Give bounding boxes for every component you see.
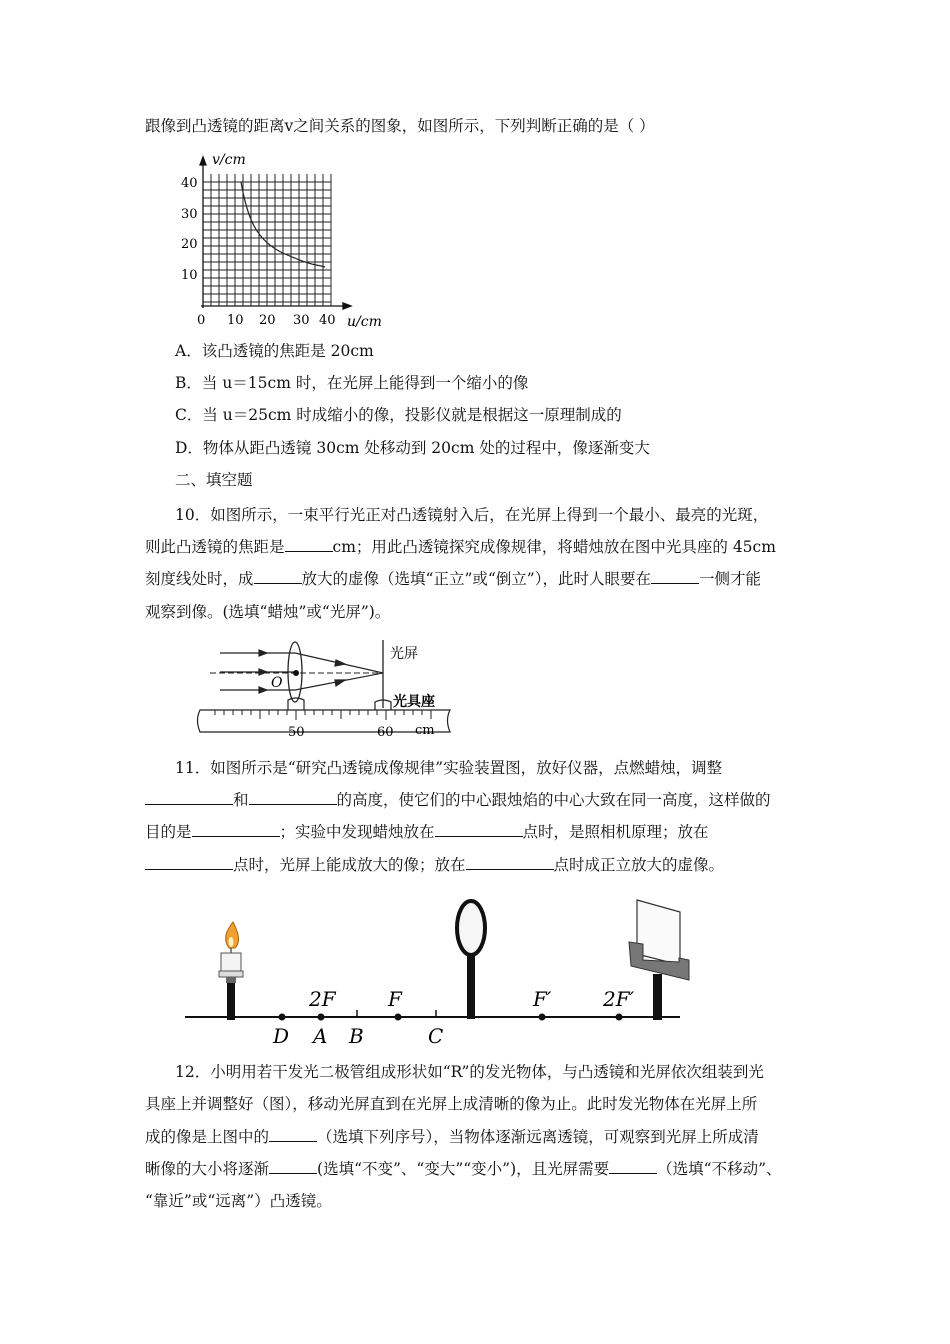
q12-line3: 成的像是上图中的 （选填下列序号），当物体逐渐远离透镜，可观察到光屏上所成清 bbox=[145, 1128, 759, 1146]
q11-blank-5[interactable] bbox=[145, 855, 233, 870]
q12-blank-3[interactable] bbox=[609, 1159, 657, 1174]
y-tick-40: 40 bbox=[181, 176, 198, 191]
label-d: D bbox=[273, 1024, 290, 1048]
graph-grid bbox=[203, 174, 331, 306]
point-2f-prime bbox=[616, 1014, 623, 1021]
optical-center-dot bbox=[293, 670, 299, 676]
bench-ticks bbox=[215, 710, 431, 720]
q11-line1: 11．如图所示是“研究凸透镜成像规律”实验装置图，放好仪器，点燃蜡烛，调整 bbox=[175, 759, 723, 777]
x-tick-20: 20 bbox=[259, 313, 276, 328]
y-tick-30: 30 bbox=[181, 207, 198, 222]
label-c: C bbox=[428, 1024, 444, 1048]
lens-holder bbox=[288, 698, 391, 710]
q10-line4: 观察到像。(选填“蜡烛”或“光屏”)。 bbox=[145, 603, 391, 621]
label-f: F bbox=[388, 987, 402, 1011]
x-tick-40: 40 bbox=[319, 313, 336, 328]
y-tick-10: 10 bbox=[181, 268, 198, 283]
y-tick-20: 20 bbox=[181, 237, 198, 252]
q9-option-a: A．该凸透镜的焦距是 20cm bbox=[175, 342, 374, 360]
q11-line3: 目的是 ；实验中发现蜡烛放在 点时，是照相机原理；放在 bbox=[145, 823, 709, 841]
q11-line2: 和 的高度，使它们的中心跟烛焰的中心大致在同一高度，这样做的 bbox=[145, 790, 771, 810]
q11-line4: 点时，光屏上能成放大的像；放在 点时成正立放大的虚像。 bbox=[145, 855, 724, 875]
light-screen bbox=[629, 900, 689, 1020]
point-f bbox=[395, 1014, 402, 1021]
q9-intro: 跟像到凸透镜的距离v之间关系的图象，如图所示，下列判断正确的是（ ） bbox=[145, 117, 655, 135]
q9-option-d: D．物体从距凸透镜 30cm 处移动到 20cm 处的过程中，像逐渐变大 bbox=[175, 439, 650, 457]
q10-blank-3[interactable] bbox=[651, 569, 699, 584]
x-axis-label: u/cm bbox=[347, 314, 382, 330]
lens-experiment-figure bbox=[175, 890, 695, 1050]
u-v-graph bbox=[175, 146, 390, 336]
q11-blank-6[interactable] bbox=[466, 855, 554, 870]
optical-bench-figure bbox=[195, 640, 465, 744]
label-f-prime: F′ bbox=[533, 987, 552, 1011]
label-2f-prime: 2F′ bbox=[603, 987, 635, 1011]
bench-unit: cm bbox=[415, 723, 435, 738]
q12-line1: 12．小明用若干发光二极管组成形状如“R”的发光物体，与凸透镜和光屏依次组装到光 bbox=[175, 1063, 764, 1081]
label-2f: 2F bbox=[309, 987, 336, 1011]
section-header: 二、填空题 bbox=[175, 471, 253, 489]
tick-label-50: 50 bbox=[288, 725, 305, 740]
tick-label-60: 60 bbox=[377, 725, 394, 740]
optical-center-label: O bbox=[271, 675, 283, 691]
point-a bbox=[318, 1014, 325, 1021]
q10-line3: 刻度线处时，成 放大的虚像（选填“正立”或“倒立”），此时人眼要在 一侧才能 bbox=[145, 570, 761, 588]
q12-blank-2[interactable] bbox=[269, 1159, 317, 1174]
label-a: A bbox=[313, 1024, 328, 1048]
q12-line4: 晰像的大小将逐渐 (选填“不变”、“变大”“变小”)，且光屏需要 （选填“不移动”、 bbox=[145, 1160, 782, 1178]
q10-blank-2[interactable] bbox=[254, 569, 302, 584]
candle bbox=[219, 922, 243, 1020]
q11-blank-1[interactable] bbox=[145, 790, 233, 805]
point-f-prime bbox=[539, 1014, 546, 1021]
q9-option-c: C．当 u＝25cm 时成缩小的像，投影仪就是根据这一原理制成的 bbox=[175, 406, 622, 424]
magnifier-lens bbox=[457, 901, 485, 1019]
q10-line1: 10．如图所示，一束平行光正对凸透镜射入后，在光屏上得到一个最小、最亮的光斑， bbox=[175, 506, 769, 524]
q12-line2: 具座上并调整好（图），移动光屏直到在光屏上成清晰的像为止。此时发光物体在光屏上所 bbox=[145, 1095, 758, 1113]
bench-rail bbox=[198, 710, 451, 732]
x-tick-10: 10 bbox=[227, 313, 244, 328]
q11-blank-3[interactable] bbox=[192, 822, 280, 837]
q10-line2: 则此凸透镜的焦距是 cm；用此凸透镜探究成像规律，将蜡烛放在图中光具座的 45cm bbox=[145, 538, 776, 556]
x-tick-30: 30 bbox=[293, 313, 310, 328]
label-b: B bbox=[349, 1024, 364, 1048]
point-d bbox=[279, 1014, 286, 1021]
q9-option-b: B．当 u＝15cm 时，在光屏上能得到一个缩小的像 bbox=[175, 374, 529, 392]
x-tick-0: 0 bbox=[197, 313, 206, 328]
bench-label: 光具座 bbox=[393, 694, 435, 710]
q10-blank-1[interactable] bbox=[285, 537, 333, 552]
q11-blank-2[interactable] bbox=[249, 790, 337, 805]
screen-label: 光屏 bbox=[390, 646, 418, 662]
q12-line5: “靠近”或“远离”）凸透镜。 bbox=[145, 1192, 332, 1210]
y-axis-label: v/cm bbox=[212, 152, 246, 168]
q12-blank-1[interactable] bbox=[269, 1127, 317, 1142]
q11-blank-4[interactable] bbox=[435, 822, 523, 837]
